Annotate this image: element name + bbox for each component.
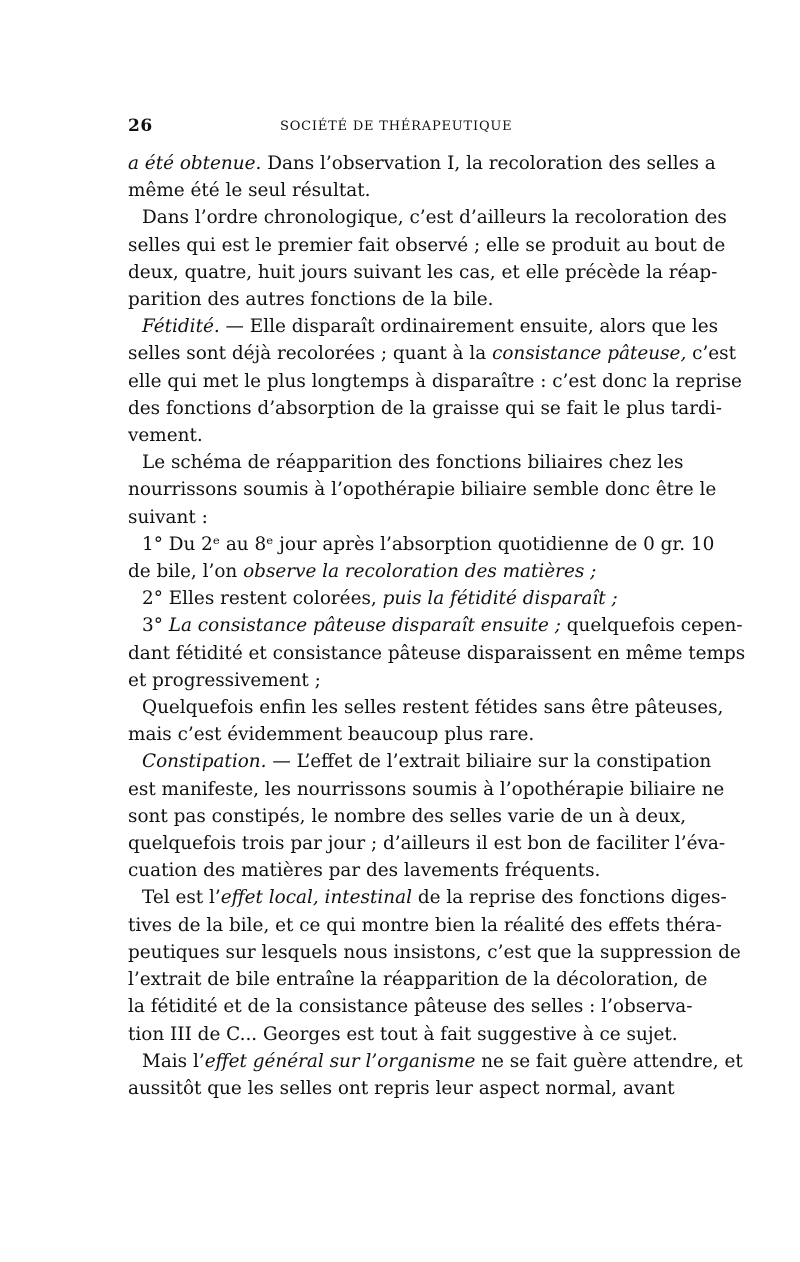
text-line [128,857,673,884]
text-span: Dans l’ordre chronologique, c’est d’ailleurs la recoloration des [142,207,727,229]
paragraph [128,748,726,884]
italic-text: effet général sur l’organisme [204,1050,476,1072]
text-span: ne se fait guère attendre, et [475,1050,743,1072]
italic-text: observe la recoloration des matières ; [243,561,597,583]
paragraph [128,449,717,531]
text-line [128,313,719,340]
text-span: de bile, l’on [128,561,244,583]
text-line [128,803,687,830]
text-line [128,667,673,694]
paragraph [128,204,727,313]
text-line [128,939,741,966]
italic-text: puis la fétidité disparaît ; [382,588,618,610]
text-line [128,368,742,395]
text-span: aussitôt que les selles ont repris leur aspect normal, avant [128,1077,675,1099]
text-span: mais c’est évidemment beaucoup plus rare. [128,724,535,746]
text-line [128,776,725,803]
text-span: nourrissons soumis à l’opothérapie biliaire semble donc être le [128,479,717,501]
text-span: parition des autres fonctions de la bile. [128,289,494,311]
text-span: 2° Elles restent colorées, [142,588,383,610]
text-line [128,232,726,259]
text-line [128,721,673,748]
text-span: même été le seul résultat. [128,180,371,202]
paragraph [128,531,715,585]
text-span: peutiques sur lesquels nous insistons, c’est que la suppression de [128,941,741,963]
text-line [128,1075,673,1102]
text-line [128,585,673,612]
text-line [128,694,724,721]
paragraph [128,612,746,694]
text-line [128,912,722,939]
text-line [128,966,708,993]
text-line [128,1021,678,1048]
text-span: — L’effet de l’extrait biliaire sur la constipation [266,751,712,773]
text-span: Le schéma de réapparition des fonctions biliaires chez les [142,452,684,474]
text-span: Tel est l’ [142,887,221,909]
paragraph [128,313,742,449]
text-span: selles sont déjà recolorées ; quant à la [128,343,493,365]
text-line [128,340,737,367]
text-span: c’est [686,343,737,365]
page-number: 26 [128,116,153,136]
italic-text: Constipation. [142,751,267,773]
text-span: la fétidité et de la consistance pâteuse des selles : l’observa- [128,996,693,1018]
text-span: Quelquefois enfin les selles restent fétides sans être pâteuses, [142,697,724,719]
text-line [128,504,673,531]
running-title: SOCIÉTÉ DE THÉRAPEUTIQUE [280,119,513,134]
text-span: des fonctions d’absorption de la graisse qui se fait le plus tardi- [128,397,722,419]
text-line [128,476,717,503]
text-span: tion III de C... Georges est tout à fait suggestive à ce sujet. [128,1023,678,1045]
paragraph [128,694,724,748]
text-span: tives de la bile, et ce qui montre bien la réalité des effets théra- [128,914,722,936]
italic-text: La consistance pâteuse disparaît ensuite ; [168,615,561,637]
text-span: elle qui met le plus longtemps à disparaître : c’est donc la reprise [128,370,742,392]
text-span: sont pas constipés, le nombre des selles varie de un à deux, [128,805,687,827]
text-span: suivant : [128,506,208,528]
text-line [128,395,722,422]
paragraph [128,1048,743,1102]
italic-text: effet local, intestinal [220,887,412,909]
text-line [128,612,743,639]
text-line [128,531,715,558]
text-line [128,177,673,204]
text-line [128,422,673,449]
text-span: vement. [128,425,203,447]
text-line [128,884,727,911]
paragraph [128,585,673,612]
text-line [128,449,684,476]
text-span: deux, quatre, huit jours suivant les cas, et elle précède la réap- [128,261,718,283]
text-line [128,204,727,231]
italic-text: a été obtenue. [128,153,262,174]
text-span: Dans l’observation I, la recoloration des selles a [261,153,716,174]
text-span: dant fétidité et consistance pâteuse disparaissent en même temps [128,642,746,664]
text-span: 1° Du 2ᵉ au 8ᵉ jour après l’absorption quotidienne de 0 gr. 10 [142,533,715,555]
text-line [128,286,673,313]
text-span: — Elle disparaît ordinairement ensuite, alors que les [219,316,719,338]
text-span: quelquefois cepen- [560,615,743,637]
text-span: l’extrait de bile entraîne la réapparition de la décoloration, de [128,969,708,991]
italic-text: consistance pâteuse, [492,343,687,365]
text-span: selles qui est le premier fait observé ; elle se produit au bout de [128,234,726,256]
text-line [128,1048,743,1075]
text-span: de la reprise des fonctions diges- [411,887,727,909]
text-line [128,993,693,1020]
page-header [128,116,673,140]
paragraph [128,150,716,204]
text-line [128,259,718,286]
text-span: 3° [142,615,169,637]
text-span: et progressivement ; [128,669,321,691]
body-text [128,150,746,1102]
text-span: Mais l’ [142,1050,205,1072]
text-line [128,150,716,177]
text-span: quelquefois trois par jour ; d’ailleurs il est bon de faciliter l’éva- [128,833,726,855]
text-line [128,748,712,775]
paragraph [128,884,741,1047]
text-line [128,558,673,585]
text-line [128,640,746,667]
text-line [128,830,726,857]
text-span: cuation des matières par des lavements fréquents. [128,860,601,882]
italic-text: Fétidité. [142,316,220,338]
text-span: est manifeste, les nourrissons soumis à l’opothérapie biliaire ne [128,778,725,800]
